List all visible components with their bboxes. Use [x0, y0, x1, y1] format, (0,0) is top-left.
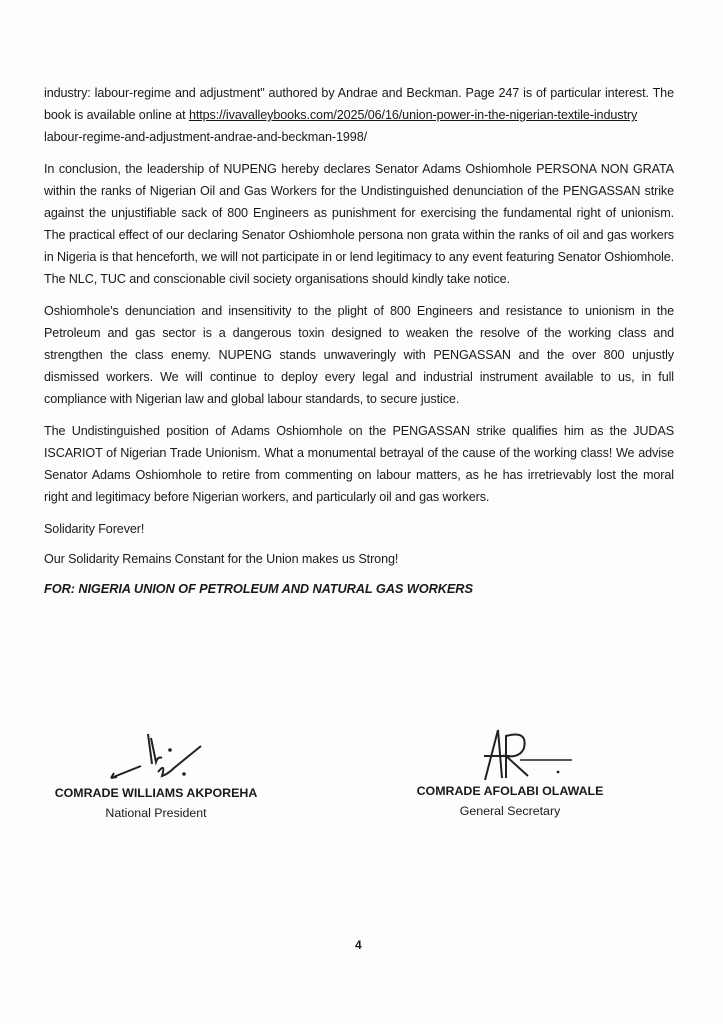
signature-olawale-icon — [440, 722, 580, 784]
closing-solidarity-forever: Solidarity Forever! — [44, 522, 145, 536]
for-union-line: FOR: NIGERIA UNION OF PETROLEUM AND NATURAL GAS WORKERS — [44, 581, 473, 596]
paragraph-book-reference — [44, 82, 674, 148]
president-name: COMRADE WILLIAMS AKPOREHA — [54, 786, 258, 800]
signature-block-secretary — [395, 722, 625, 818]
signature-block-president — [46, 728, 266, 820]
president-title: National President — [105, 806, 207, 820]
secretary-title: General Secretary — [459, 804, 561, 818]
signature-akporeha-icon — [96, 728, 216, 786]
book-reference-text: industry: labour-regime and adjustment" authored by Andrae and Beckman. Page 247 is of particular interest. The book is available online at — [44, 86, 674, 122]
paragraph-denunciation: Oshiomhole's denunciation and insensitivity to the plight of 800 Engineers and resistance to unionism in the Petroleum and gas sector is a dangerous toxin designed to weaken the resolve of the working class and strengthen the class enemy. NUPENG stands unwaveringly with PENGASSAN and the over 800 unjustly dismissed workers. We will continue to deploy every legal and industrial instrument available to us, in full compliance with Nigerian law and global labour standards, to secure justice. — [44, 304, 674, 406]
paragraph-conclusion: In conclusion, the leadership of NUPENG hereby declares Senator Adams Oshiomhole PERSONA NON GRATA within the ranks of Nigerian Oil and Gas Workers for the Undistinguished denunciation of the PENGASSAN strike against the unjustifiable sack of 800 Engineers as punishment for exercising the fundamental right of unionism. The practical effect of our declaring Senator Oshiomhole persona non grata within the ranks of oil and gas workers in Nigeria is that henceforth, we will not participate in or lend legitimacy to any event featuring Senator Oshiomhole. The NLC, TUC and conscionable civil society organisations should kindly take notice. — [44, 162, 674, 286]
secretary-name: COMRADE AFOLABI OLAWALE — [416, 784, 604, 798]
book-link[interactable]: https://ivavalleybooks.com/2025/06/16/union-power-in-the-nigerian-textile-industry — [188, 108, 638, 122]
closing-union-strong: Our Solidarity Remains Constant for the Union makes us Strong! — [44, 552, 399, 566]
page-number: 4 — [355, 938, 362, 952]
paragraph-judas: The Undistinguished position of Adams Oshiomhole on the PENGASSAN strike qualifies him as the JUDAS ISCARIOT of Nigerian Trade Unionism. What a monumental betrayal of the cause of the working class! We advise Senator Adams Oshiomhole to retire from commenting on labour matters, as he has irretrievably lost the moral right and legitimacy before Nigerian workers, and particularly oil and gas workers. — [44, 424, 674, 504]
document-body — [44, 82, 674, 610]
book-link-continuation: labour-regime-and-adjustment-andrae-and-beckman-1998/ — [44, 130, 368, 144]
